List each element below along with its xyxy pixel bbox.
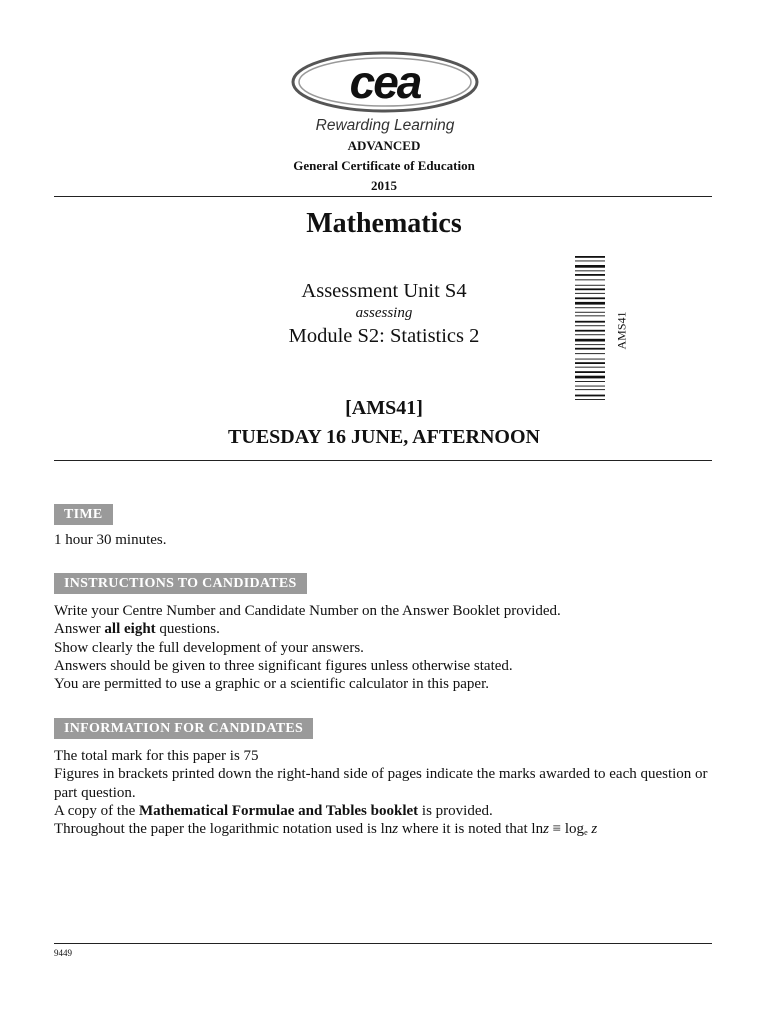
- barcode-bar: [575, 334, 605, 335]
- barcode-bar: [575, 367, 605, 368]
- subject-title: Mathematics: [306, 208, 462, 239]
- instruction-line: Answers should be given to three significant figures unless otherwise stated.: [54, 657, 513, 674]
- time-section: [54, 531, 714, 549]
- barcode: [575, 256, 605, 402]
- instruction-line: Show clearly the full development of your answers.: [54, 639, 364, 656]
- barcode-bar: [575, 353, 605, 354]
- qualification: General Certificate of Education: [293, 158, 475, 173]
- module-name: Module S2: Statistics 2: [288, 325, 480, 347]
- barcode-bar: [575, 348, 605, 350]
- divider-mid: [54, 460, 712, 461]
- barcode-bar: [575, 321, 605, 323]
- instruction-line: Answer all eight questions.: [54, 621, 220, 638]
- year: 2015: [371, 178, 397, 193]
- barcode-bar: [575, 279, 605, 280]
- instruction-line: Write your Centre Number and Candidate Number on the Answer Booklet provided.: [54, 603, 561, 619]
- barcode-bar: [575, 297, 605, 299]
- time-label: TIME: [54, 504, 113, 525]
- information-line: The total mark for this paper is 75: [54, 748, 259, 764]
- barcode-bar: [575, 265, 605, 268]
- barcode-bar: [575, 315, 605, 316]
- barcode-bar: [575, 381, 605, 382]
- information-line: Throughout the paper the logarithmic notation used is lnz where it is noted that $\ln z \equiv \log_e z$: [54, 821, 598, 838]
- barcode-bar: [575, 302, 605, 305]
- barcode-bar: [575, 256, 605, 258]
- barcode-bar: [575, 312, 605, 313]
- tagline: Rewarding Learning: [315, 117, 455, 134]
- barcode-bar: [575, 270, 605, 271]
- barcode-bar: [575, 261, 605, 262]
- barcode-bar: [575, 362, 605, 364]
- logo-wordmark: cea: [349, 56, 421, 108]
- divider-top: [54, 196, 712, 197]
- level: ADVANCED: [347, 138, 421, 153]
- assessing-label: assessing: [355, 305, 413, 321]
- assessment-unit: Assessment Unit S4: [301, 280, 467, 302]
- barcode-bar: [575, 307, 605, 308]
- barcode-bar: [575, 359, 605, 360]
- barcode-bar: [575, 339, 605, 342]
- barcode-bar: [575, 344, 605, 345]
- instructions-section: [54, 602, 714, 693]
- barcode-bar: [575, 325, 605, 326]
- barcode-bar: [575, 288, 605, 290]
- exam-date: TUESDAY 16 JUNE, AFTERNOON: [228, 426, 540, 448]
- barcode-bar: [575, 386, 605, 387]
- instructions-label: INSTRUCTIONS TO CANDIDATES: [54, 573, 307, 594]
- barcode-bar: [575, 371, 605, 373]
- barcode-bar: [575, 274, 605, 276]
- barcode-text: AMS41: [614, 311, 629, 350]
- information-section: [54, 747, 714, 842]
- information-line: A copy of the Mathematical Formulae and Tables booklet is provided.: [54, 802, 493, 819]
- divider-bottom: [54, 943, 712, 944]
- footer-code: 9449: [54, 948, 72, 958]
- barcode-bar: [575, 285, 605, 286]
- time-text: 1 hour 30 minutes.: [54, 532, 167, 548]
- barcode-bar: [575, 293, 605, 294]
- barcode-bar: [575, 376, 605, 379]
- information-line: Figures in brackets printed down the right-hand side of pages indicate the marks awarded to each question or part question.: [54, 766, 708, 801]
- instruction-line: You are permitted to use a graphic or a scientific calculator in this paper.: [54, 676, 489, 693]
- barcode-bar: [575, 389, 605, 390]
- cea-logo: [290, 50, 480, 114]
- information-label: INFORMATION FOR CANDIDATES: [54, 718, 313, 739]
- barcode-bar: [575, 330, 605, 332]
- paper-code: [AMS41]: [345, 397, 423, 419]
